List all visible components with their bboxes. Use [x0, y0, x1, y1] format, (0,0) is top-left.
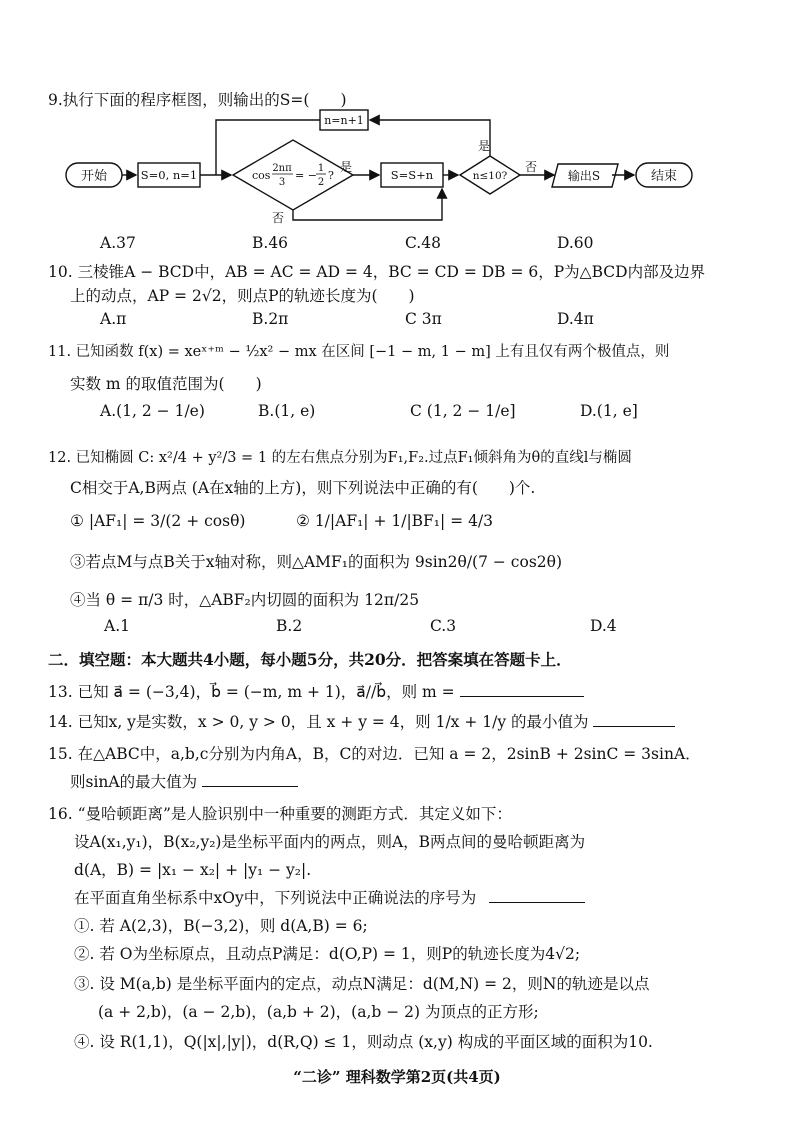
flow-no2-label: 否: [525, 160, 538, 174]
q9-option-a: A.37: [100, 234, 136, 252]
q16-answer-blank[interactable]: [489, 888, 585, 903]
flow-output-label: 输出S: [567, 169, 601, 183]
section-2-heading: 二．填空题：本大题共4小题，每小题5分，共20分．把答案填在答题卡上．: [48, 650, 572, 669]
q12-line2: C相交于A,B两点 (A在x轴的上方)，则下列说法中正确的有( )个.: [70, 479, 536, 497]
flow-half-den: 2: [317, 177, 325, 188]
flow-yes2-label: 是: [478, 139, 491, 153]
q10-line1: 10. 三棱锥A − BCD中，AB = AC = AD = 4，BC = CD = DB = 6，P为△BCD内部及边界: [48, 263, 706, 281]
q14: [48, 710, 675, 732]
q16-statement-1: ①. 若 A(2,3)，B(−3,2)，则 d(A,B) = 6;: [74, 917, 368, 935]
flow-half-num: 1: [317, 163, 325, 174]
q11-option-c: C (1, 2 − 1/e]: [410, 402, 516, 420]
q12-statement-1: ① |AF₁| = 3/(2 + cosθ): [70, 512, 246, 530]
flow-cos-den: 3: [278, 177, 286, 188]
flow-init-label: S=0, n=1: [140, 168, 198, 182]
q12-option-a: A.1: [104, 617, 130, 635]
q13: [48, 680, 584, 702]
page-footer: “二诊” 理科数学第2页(共4页): [293, 1068, 501, 1086]
q12-option-d: D.4: [590, 617, 617, 635]
q11-line1: 11. 已知函数 f(x) = xeˣ⁺ᵐ − ½x² − mx 在区间 [−1 − m, 1 − m] 上有且仅有两个极值点，则: [48, 344, 670, 360]
flow-yes1-label: 是: [340, 160, 353, 174]
q12-statement-4: ④当 θ = π/3 时，△ABF₂内切圆的面积为 12π/25: [70, 591, 420, 609]
q10-option-d: D.4π: [557, 310, 594, 328]
q16-statement-4: ④. 设 R(1,1)，Q(|x|,|y|)，d(R,Q) ≤ 1，则动点 (x,y) 构成的平面区域的面积为10.: [74, 1033, 653, 1051]
q13-text: 13. 已知 a⃗ = (−3,4)，b⃗ = (−m, m + 1)，a⃗//b⃗，则 m =: [48, 683, 455, 701]
q10-option-b: B.2π: [252, 310, 289, 328]
q11-option-b: B.(1, e): [258, 402, 316, 420]
flow-start-label: 开始: [80, 169, 108, 184]
q12-option-c: C.3: [430, 617, 457, 635]
flow-cos-num: 2nπ: [272, 163, 292, 174]
q11-option-d: D.(1, e]: [580, 402, 638, 420]
flow-sum-label: S=S+n: [390, 168, 434, 182]
q15-answer-blank[interactable]: [202, 772, 298, 787]
flow-increment-label: n=n+1: [324, 114, 364, 127]
q16-statement-3b: (a + 2,b)，(a − 2,b)，(a,b + 2)，(a,b − 2) 为顶点的正方形;: [98, 1003, 539, 1021]
flow-cos-text: cos: [252, 169, 271, 182]
q16-line2: 设A(x₁,y₁)，B(x₂,y₂)是坐标平面内的两点，则A，B两点间的曼哈顿距离为: [74, 833, 586, 851]
flow-decision-cos: [233, 140, 353, 210]
q12-line1: 12. 已知椭圆 C: x²/4 + y²/3 = 1 的左右焦点分别为F₁,F₂.过点F₁倾斜角为θ的直线l与椭圆: [48, 450, 632, 466]
q10-option-a: A.π: [100, 310, 127, 328]
q9-stem: 9.执行下面的程序框图，则输出的S=( ): [48, 91, 347, 109]
q15-text: 则sinA的最大值为: [70, 773, 198, 791]
q11-line2: 实数 m 的取值范围为( ): [70, 375, 262, 393]
q13-answer-blank[interactable]: [460, 682, 584, 697]
q15-line1: 15. 在△ABC中，a,b,c分别为内角A，B，C的对边．已知 a = 2，2sinB + 2sinC = 3sinA．: [48, 745, 701, 763]
flowchart: [0, 108, 794, 238]
q12-statement-3: ③若点M与点B关于x轴对称，则△AMF₁的面积为 9sin2θ/(7 − cos2θ): [70, 553, 563, 571]
flow-cos-q: ?: [328, 169, 334, 182]
q15-line2: [70, 770, 298, 792]
q16-line3: d(A，B) = |x₁ − x₂| + |y₁ − y₂|.: [74, 861, 312, 879]
q14-answer-blank[interactable]: [593, 712, 675, 727]
q12-option-b: B.2: [276, 617, 303, 635]
q10-line2: 上的动点，AP = 2√2，则点P的轨迹长度为( ): [70, 287, 415, 305]
q16-line1: 16. “曼哈顿距离”是人脸识别中一种重要的测距方式．其定义如下：: [48, 805, 512, 823]
q9-option-b: B.46: [252, 234, 289, 252]
flow-cond2-label: n≤10?: [472, 170, 508, 182]
flow-cos-eq: = −: [295, 169, 317, 182]
q11-option-a: A.(1, 2 − 1/e): [100, 402, 205, 420]
q16-statement-3a: ③. 设 M(a,b) 是坐标平面内的定点，动点N满足：d(M,N) = 2，则N的轨迹是以点: [74, 975, 650, 993]
q12-statement-2: ② 1/|AF₁| + 1/|BF₁| = 4/3: [296, 512, 494, 530]
flow-end-label: 结束: [650, 169, 678, 184]
q16-line4: [74, 886, 585, 908]
q14-text: 14. 已知x, y是实数，x > 0, y > 0，且 x + y = 4，则 1/x + 1/y 的最小值为: [48, 713, 589, 731]
flow-no1-label: 否: [272, 211, 285, 225]
q16-question-text: 在平面直角坐标系中xOy中，下列说法中正确说法的序号为: [74, 889, 477, 907]
q9-option-d: D.60: [557, 234, 594, 252]
q10-option-c: C 3π: [405, 310, 442, 328]
q16-statement-2: ②. 若 O为坐标原点，且动点P满足：d(O,P) = 1，则P的轨迹长度为4√2;: [74, 945, 581, 963]
q9-option-c: C.48: [405, 234, 441, 252]
